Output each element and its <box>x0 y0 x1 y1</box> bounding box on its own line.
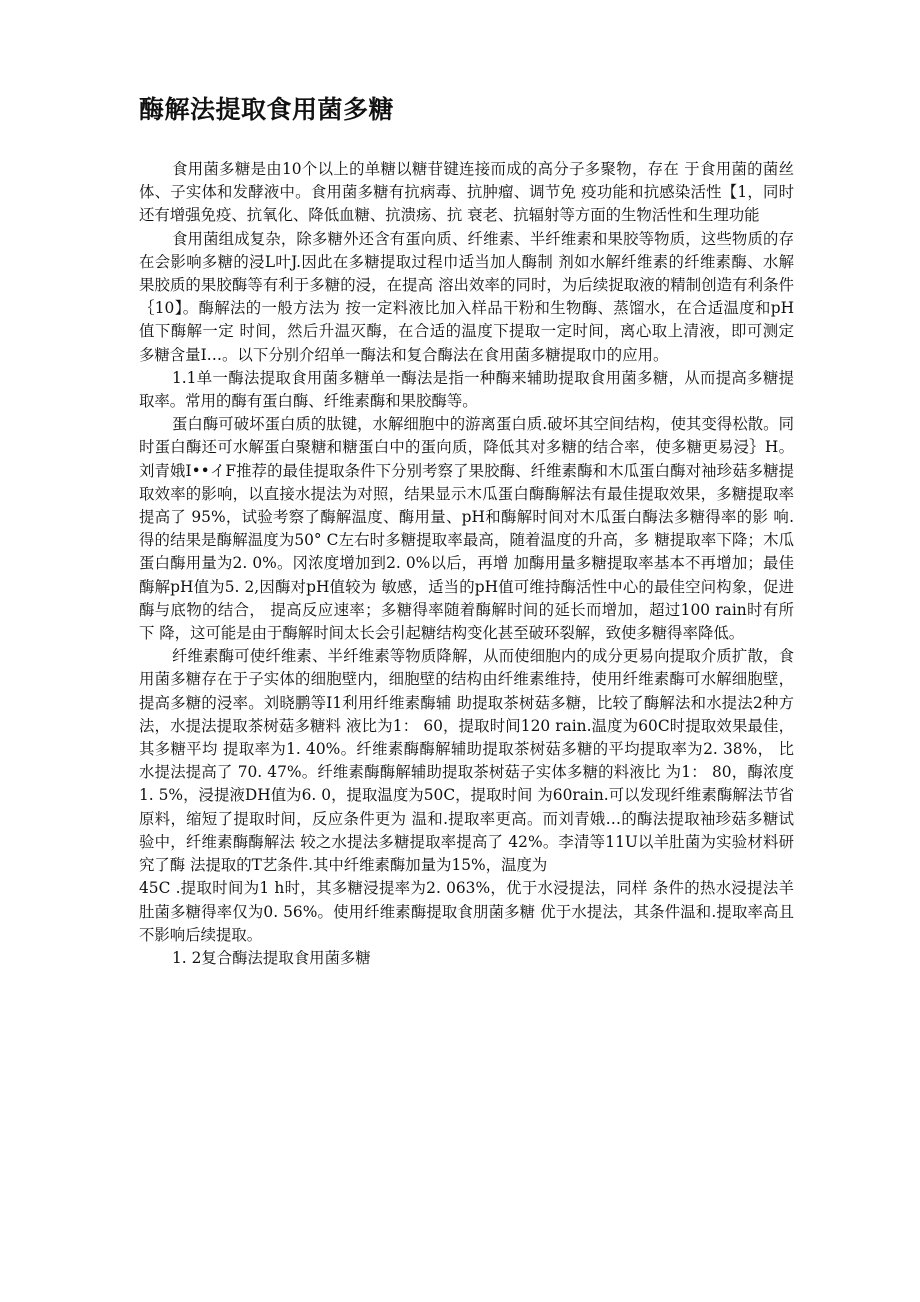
paragraph-intro: 食用菌多糖是由10个以上的单糖以糖苷键连接而成的高分子多聚物，存在 于食用菌的菌丝体、子实体和发酵液中。食用菌多糖有抗病毒、抗肿瘤、调节免 疫功能和抗感染活性【1，同时还有增强免疫、抗氧化、降低血糖、抗溃疡、抗 衰老、抗辐射等方面的生物活性和生理功能 <box>139 160 794 225</box>
paragraph-cellulase: 纤维素酶可使纤维素、半纤维素等物质降解，从而使细胞内的成分更易向提取介质扩散，食用菌多糖存在于子实体的细胞壁内，细胞壁的结构由纤维素维持，使用纤维素酶可水解细胞壁，提高多糖的浸率。刘晓鹏等I1利用纤维素酶辅 助提取茶树菇多糖，比较了酶解法和水提法2种方法，水提法提取茶树菇多糖料 液比为1： 60，提取时间120 rain.温度为60C时提取效果最佳，其多糖平均 提取率为1. 40%。纤维素酶酶解辅助提取茶树菇多糖的平均提取率为2. 38%， 比水提法提高了 70. 47%。纤维素酶酶解辅助提取茶树菇子实体多糖的料液比 为1： 80，酶浓度1. 5%，浸提液DH值为6. 0，提取温度为50C，提取时间 为60rain.可以发现纤维素酶解法节省原料，缩短了提取时间，反应条件更为 温和.提取率更高。而刘青娥…的酶法提取袖珍菇多糖试验中，纤维素酶酶解法 较之水提法多糖提取率提高了 42%。李清等11U以羊肚菌为实验材料研究了酶 法提取的T艺条件.其中纤维素酶加量为15%，温度为 <box>139 647 794 875</box>
paragraph-protease: 蛋白酶可破坏蛋白质的肽键，水解细胞中的游离蛋白质.破坏其空间结构，使其变得松散。同时蛋白酶还可水解蛋白聚糖和糖蛋白中的蛋向质，降低其对多糖的结合率，使多糖更易浸｝H。刘青娥I••イF推荐的最佳提取条件下分别考察了果胶酶、纤维素酶和木瓜蛋白酶对袖珍菇多糖提取效率的影响，以直接水提法为对照，结果显示木瓜蛋白酶酶解法有最佳提取效果，多糖提取率提高了 95%，试验考察了酶解温度、酶用量、pH和酶解时间对木瓜蛋白酶法多糖得率的影 响.得的结果是酶解温度为50° C左右时多糖提取率最高，随着温度的升高，多 糖提取率下降；木瓜蛋白酶用量为2. 0%。冈浓度增加到2. 0%以后，再增 加酶用量多糖提取率基本不再增加；最佳酶解pH值为5. 2,因酶对pH值较为 敏感，适当的pH值可维持酶活性中心的最佳空问构象，促进酶与底物的结合， 提高反应速率；多糖得率随着酶解时间的延长而增加，超过100 rain时有所下 降，这可能是由于酶解时间太长会引起糖结构变化甚至破环裂解，致使多糖得率降低。 <box>139 415 794 643</box>
document-page <box>139 92 794 970</box>
paragraph-single-enzyme-heading: 1.1单一酶法提取食用菌多糖单一酶法是指一种酶来辅助提取食用菌多糖，从而提高多糖提取率。常用的酶有蛋白酶、纤维素酶和果胶酶等。 <box>139 368 794 411</box>
paragraph-composition: 食用菌组成复杂，除多糖外还含有蛋向质、纤维素、半纤维素和果胶等物质，这些物质的存在会影响多糖的浸L叶J.因此在多糖提取过程巾适当加人酶制 剂如水解纤维素的纤维素酶、水解果胶质的果胶酶等有利于多糖的浸，在提高 溶出效率的同时，为后续捉取液的精制创造有利条件｛10】。酶解法的一般方法为 按一定料液比加入样品干粉和生物酶、蒸馏水，在合适温度和pH值下酶解一定 时间，然后升温灭酶，在合适的温度下提取一定时间，离心取上清液，即可测定 多糖含量I…。以下分别介绍单一酶法和复合酶法在食用菌多糖提取巾的应用。 <box>139 229 794 364</box>
paragraph-cellulase-continued: 45C .提取时间为1 h时，其多糖浸提率为2. 063%，优于水浸提法，同样 条件的热水浸提法羊肚菌多糖得率仅为0. 56%。使用纤维素酶提取食朋菌多糖 优于水提法，其条件温和.提取率高且不影响后续提取。 <box>139 879 794 944</box>
document-title: 酶解法提取食用菌多糖 <box>139 95 395 124</box>
section-heading-compound-enzyme: 1. 2复合酶法提取食用菌多糖 <box>172 948 371 967</box>
